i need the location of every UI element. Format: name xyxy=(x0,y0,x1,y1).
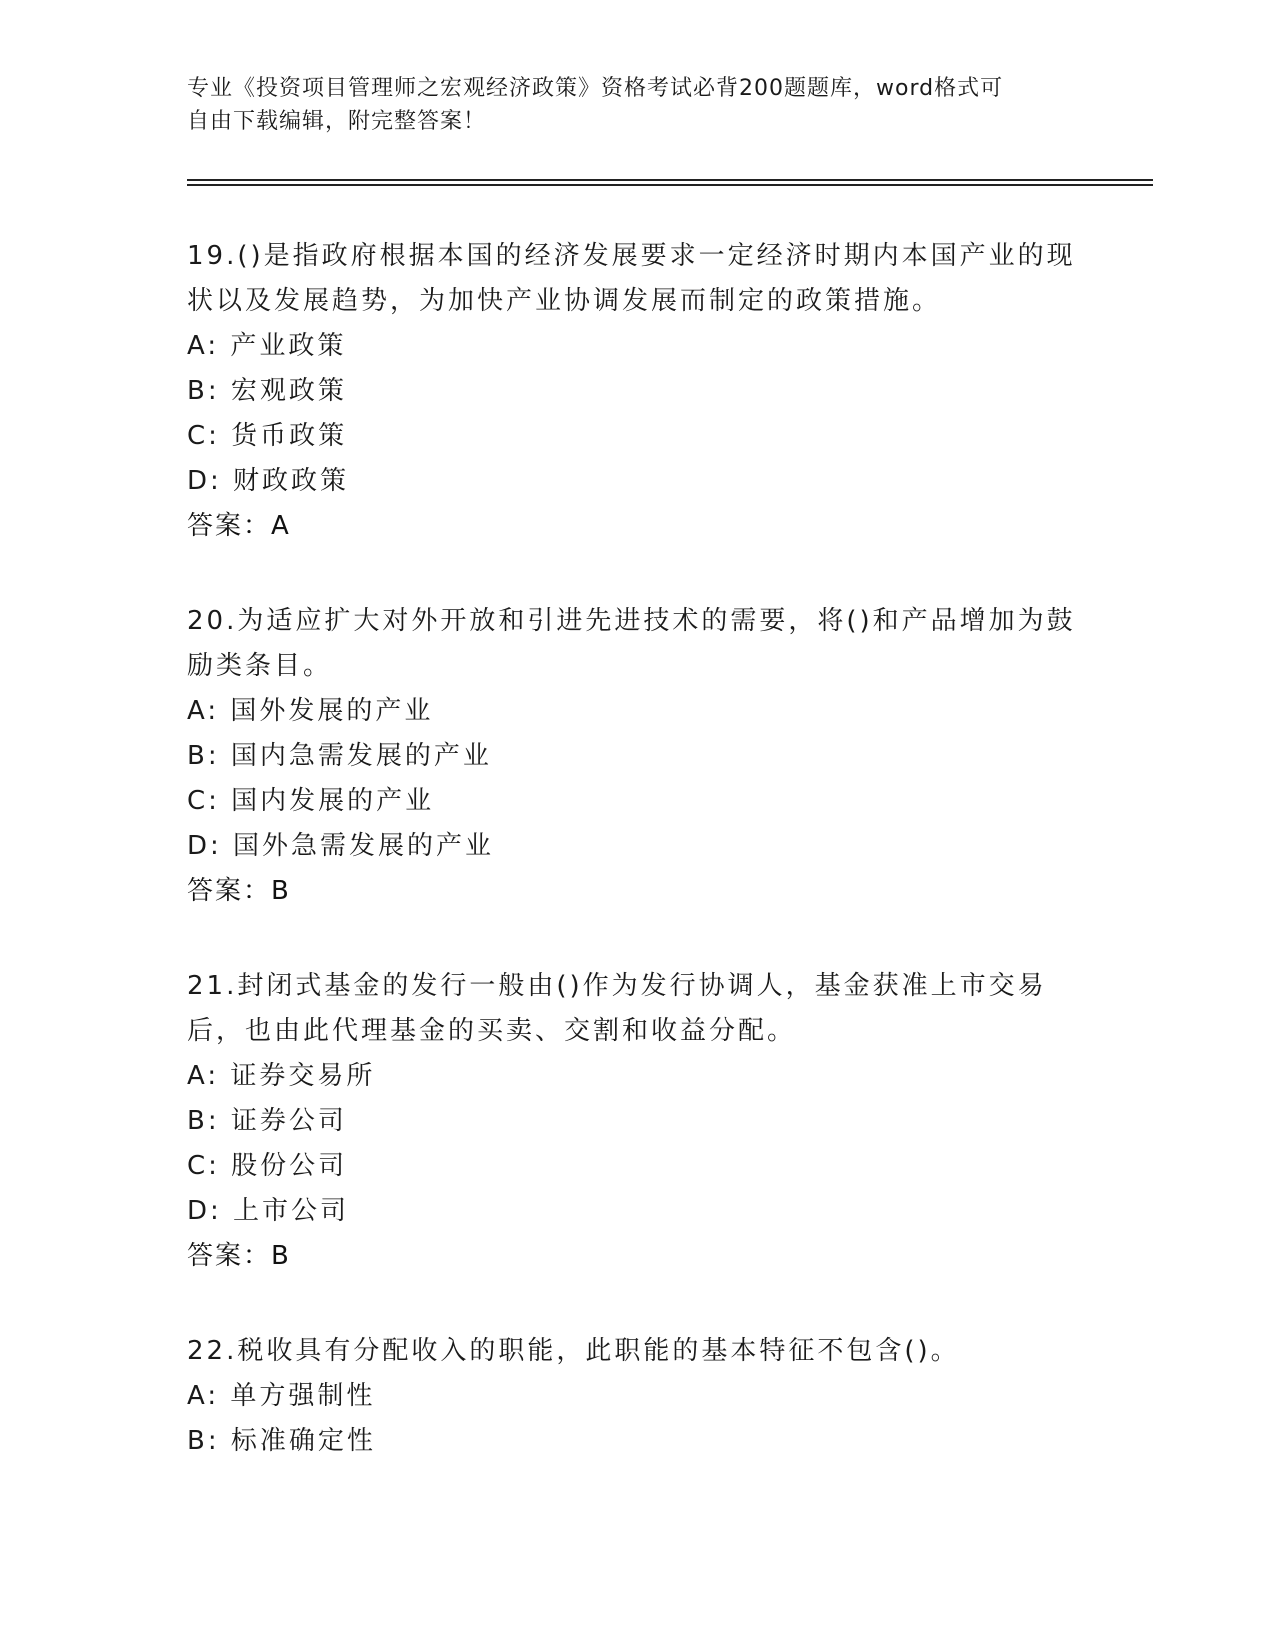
question-text: 21.封闭式基金的发行一般由()作为发行协调人，基金获准上市交易后，也由此代理基金的买卖、交割和收益分配。 xyxy=(187,971,1047,1046)
option-c: C: 股份公司 xyxy=(187,1151,348,1181)
header-divider-top xyxy=(187,179,1153,181)
header-line-2: 自由下载编辑，附完整答案！ xyxy=(187,109,487,134)
question-22 xyxy=(187,1329,1087,1464)
option-a: A: 国外发展的产业 xyxy=(187,696,434,726)
question-20 xyxy=(187,599,1087,914)
option-a: A: 单方强制性 xyxy=(187,1381,376,1411)
option-d: D: 上市公司 xyxy=(187,1196,350,1226)
document-header xyxy=(187,72,1087,138)
option-a: A: 证券交易所 xyxy=(187,1061,376,1091)
option-b: B: 国内急需发展的产业 xyxy=(187,741,492,771)
option-b: B: 宏观政策 xyxy=(187,376,347,406)
option-a: A: 产业政策 xyxy=(187,331,347,361)
header-divider-bottom xyxy=(187,184,1153,186)
option-b: B: 证券公司 xyxy=(187,1106,347,1136)
question-text: 22.税收具有分配收入的职能，此职能的基本特征不包含()。 xyxy=(187,1336,960,1366)
question-text: 19.()是指政府根据本国的经济发展要求一定经济时期内本国产业的现状以及发展趋势，为加快产业协调发展而制定的政策措施。 xyxy=(187,241,1076,316)
option-d: D: 财政政策 xyxy=(187,466,350,496)
question-19 xyxy=(187,234,1087,549)
question-21 xyxy=(187,964,1087,1279)
answer: 答案：B xyxy=(187,876,291,906)
header-line-1: 专业《投资项目管理师之宏观经济政策》资格考试必背200题题库，word格式可 xyxy=(187,76,1004,101)
option-d: D: 国外急需发展的产业 xyxy=(187,831,495,861)
question-text: 20.为适应扩大对外开放和引进先进技术的需要，将()和产品增加为鼓励类条目。 xyxy=(187,606,1076,681)
option-c: C: 货币政策 xyxy=(187,421,348,451)
answer: 答案：A xyxy=(187,511,291,541)
answer: 答案：B xyxy=(187,1241,291,1271)
option-c: C: 国内发展的产业 xyxy=(187,786,435,816)
option-b: B: 标准确定性 xyxy=(187,1426,376,1456)
